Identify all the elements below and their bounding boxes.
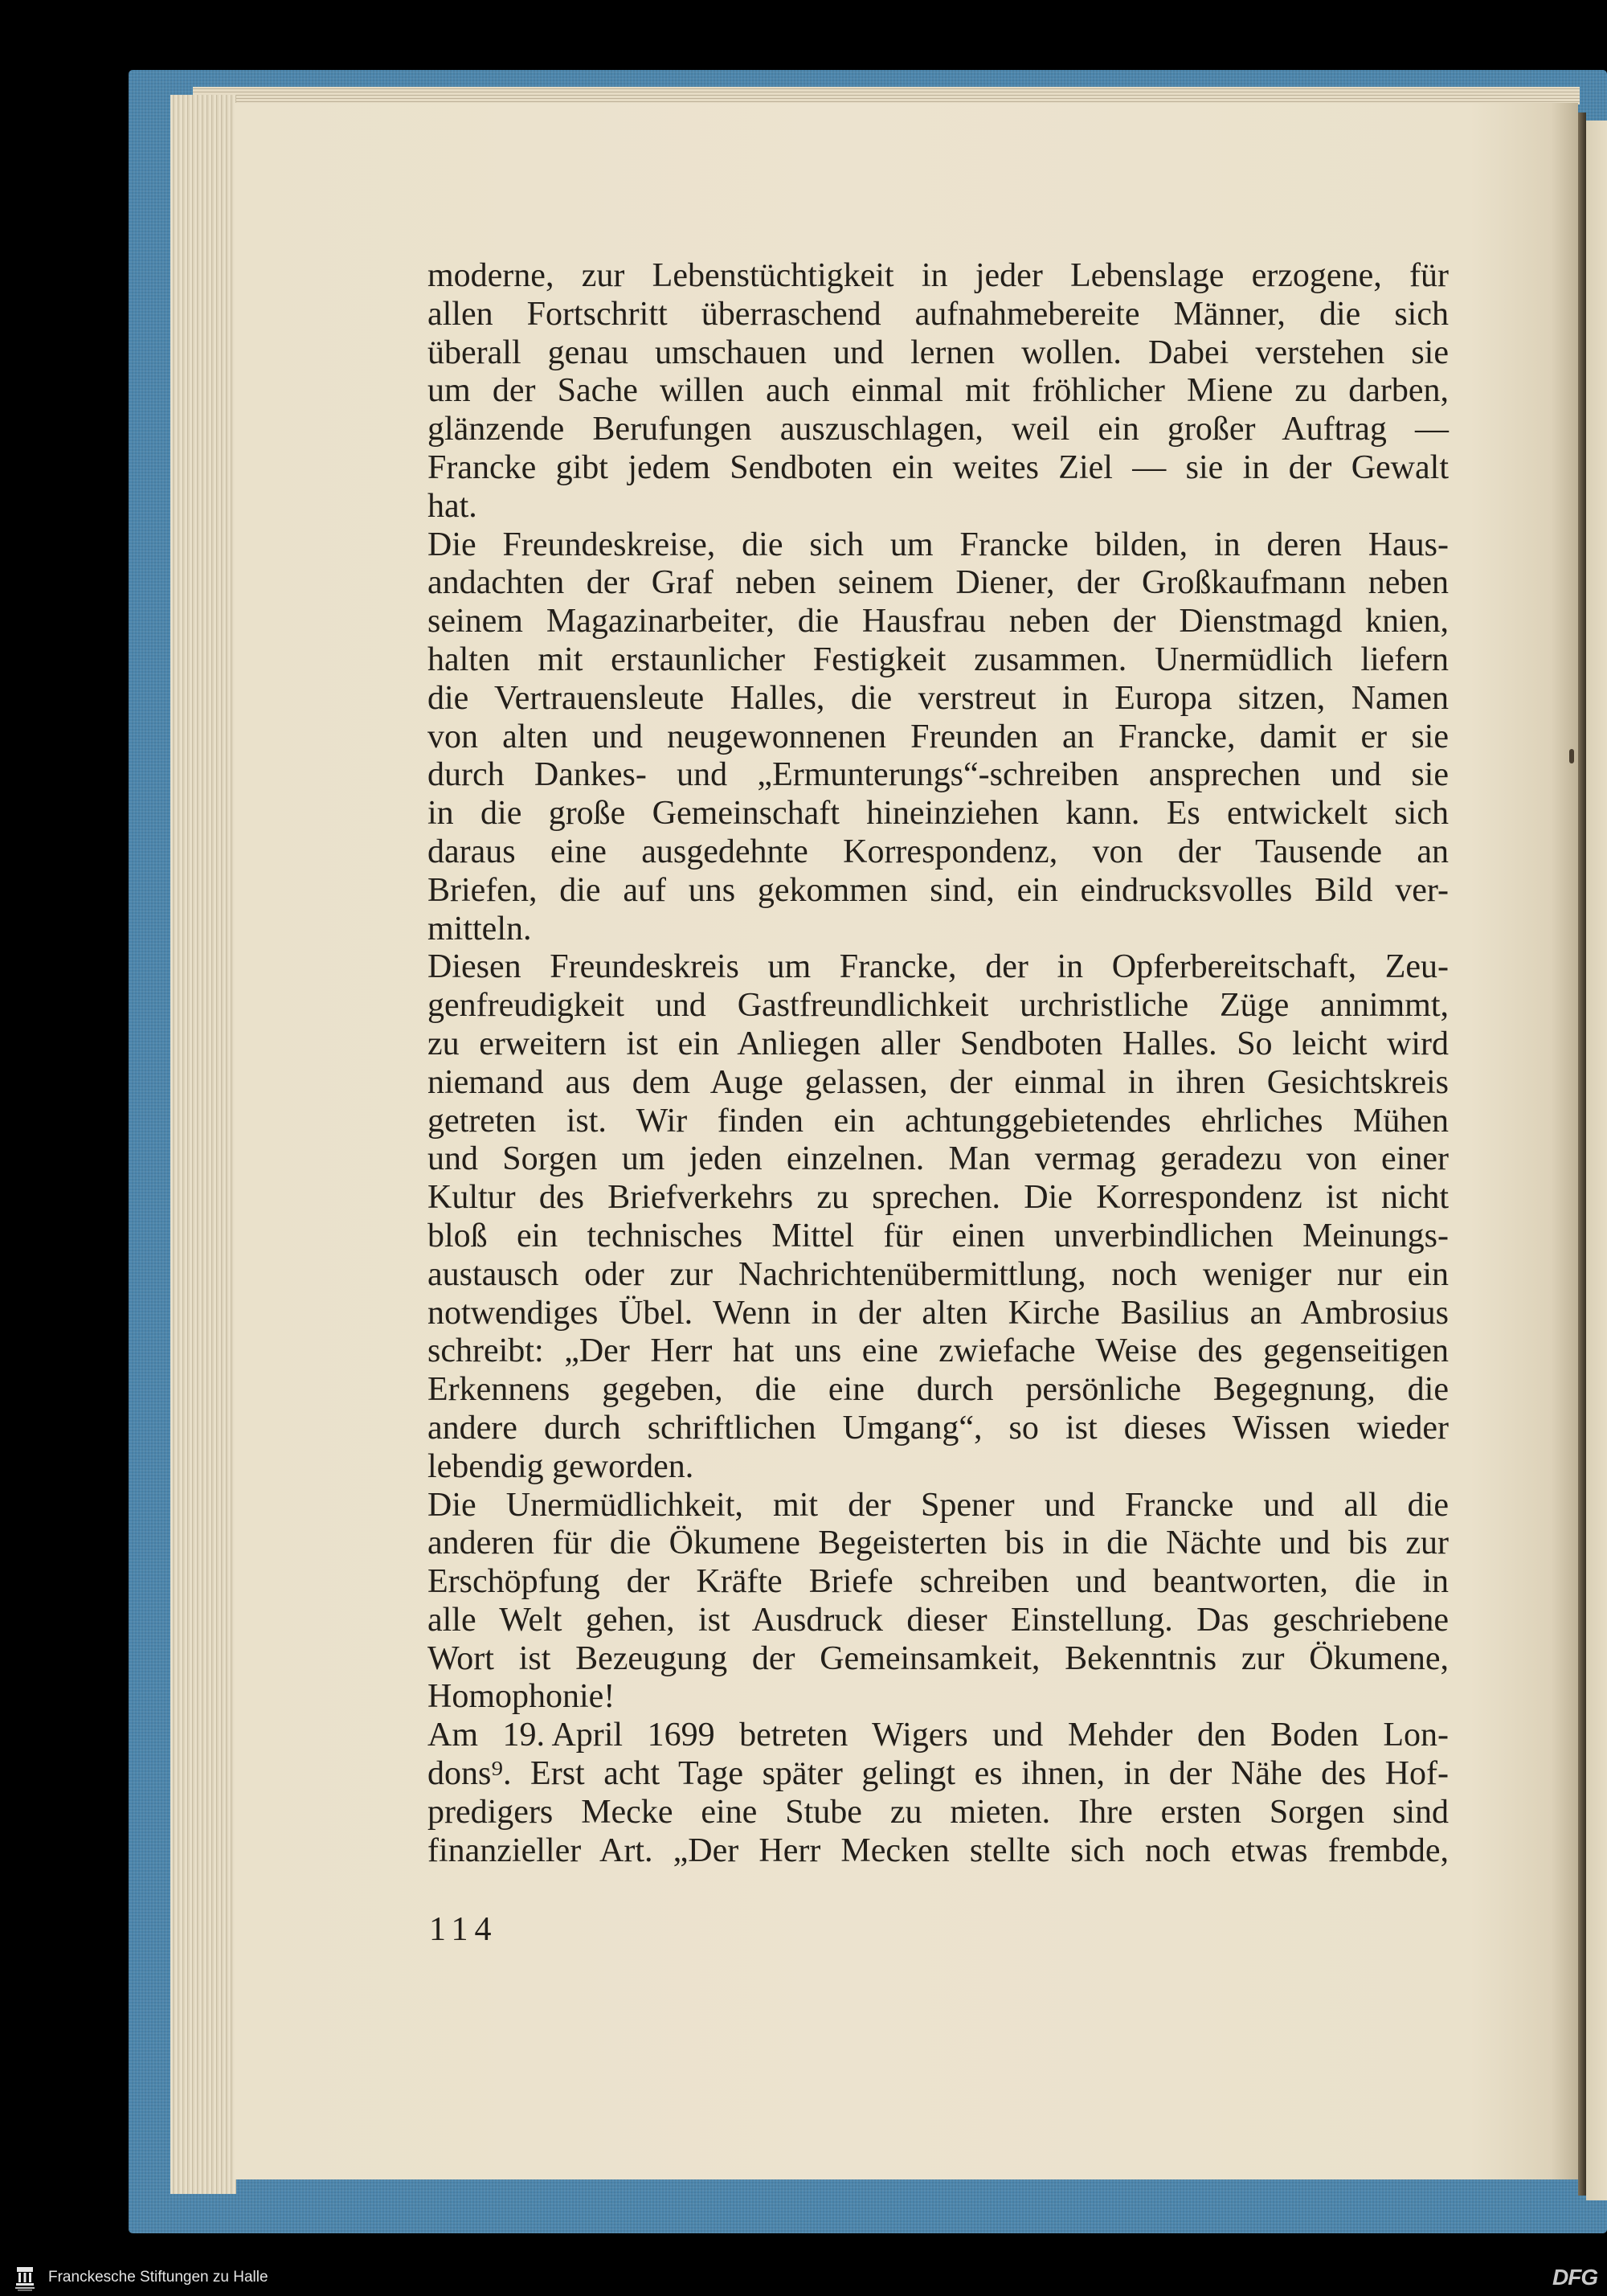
paragraph: [427, 948, 1449, 1486]
text-line: dons⁹. Erst acht Tage später gelingt es ihnen, in der Nähe des Hof-: [427, 1755, 1449, 1793]
paragraph: [427, 526, 1449, 949]
dfg-logo: DFG: [1552, 2265, 1598, 2290]
text-line: die Vertrauensleute Halles, die verstreut in Europa sitzen, Namen: [427, 679, 1449, 717]
text-line: Am 19. April 1699 betreten Wigers und Mehder den Boden Lon-: [427, 1717, 1449, 1754]
page-number: 114: [429, 1911, 498, 1948]
paragraph: [427, 1717, 1449, 1870]
text-line: Erkennens gegeben, die eine durch persönliche Begegnung, die: [427, 1371, 1449, 1409]
paragraph: [427, 257, 1449, 526]
text-line: hat.: [427, 487, 477, 525]
body-text: [427, 257, 1449, 1870]
text-line: durch Dankes- und „Ermunterungs“-schreiben ansprechen und sie: [427, 756, 1449, 794]
text-line: notwendiges Übel. Wenn in der alten Kirche Basilius an Ambrosius: [427, 1294, 1449, 1332]
text-line: niemand aus dem Auge gelassen, der einmal in ihren Gesichtskreis: [427, 1063, 1449, 1101]
text-line: getreten ist. Wir finden ein achtunggebietendes ehrliches Mühen: [427, 1102, 1449, 1140]
text-line: mitteln.: [427, 910, 532, 947]
text-line: Homophonie!: [427, 1678, 615, 1716]
text-line: bloß ein technisches Mittel für einen unverbindlichen Meinungs-: [427, 1217, 1449, 1254]
text-line: Kultur des Briefverkehrs zu sprechen. Die Korrespondenz ist nicht: [427, 1179, 1449, 1217]
page-stack-top-edge: [193, 87, 1580, 104]
text-line: andere durch schriftlichen Umgang“, so ist dieses Wissen wieder: [427, 1409, 1449, 1447]
text-line: und Sorgen um jeden einzelnen. Man vermag geradezu von einer: [427, 1140, 1449, 1178]
text-line: lebendig geworden.: [427, 1447, 694, 1485]
text-line: daraus eine ausgedehnte Korrespondenz, von der Tausende an: [427, 833, 1449, 870]
text-line: schreibt: „Der Herr hat uns eine zwiefache Weise des gegenseitigen: [427, 1332, 1449, 1370]
text-line: alle Welt gehen, ist Ausdruck dieser Einstellung. Das geschriebene: [427, 1601, 1449, 1639]
viewer-footer: [0, 2260, 1607, 2296]
foundation-crest-icon: [10, 2264, 39, 2293]
text-line: Die Freundeskreise, die sich um Francke bilden, in deren Haus-: [427, 526, 1449, 563]
text-line: Briefen, die auf uns gekommen sind, ein eindrucksvolles Bild ver-: [427, 871, 1449, 909]
text-line: Francke gibt jedem Sendboten ein weites Ziel — sie in der Gewalt: [427, 448, 1449, 486]
text-line: anderen für die Ökumene Begeisterten bis in die Nächte und bis zur: [427, 1525, 1449, 1562]
book-gutter: [1578, 113, 1586, 2196]
text-line: in die große Gemeinschaft hineinziehen kann. Es entwickelt sich: [427, 795, 1449, 833]
text-line: Erschöpfung der Kräfte Briefe schreiben und beantworten, die in: [427, 1563, 1449, 1601]
text-line: seinem Magazinarbeiter, die Hausfrau neben der Dienstmagd knien,: [427, 603, 1449, 641]
text-line: um der Sache willen auch einmal mit fröhlicher Miene zu darben,: [427, 372, 1449, 410]
text-line: halten mit erstaunlicher Festigkeit zusammen. Unermüdlich liefern: [427, 641, 1449, 678]
text-line: Die Unermüdlichkeit, mit der Spener und Francke und all die: [427, 1486, 1449, 1524]
text-line: überall genau umschauen und lernen wollen. Dabei verstehen sie: [427, 334, 1449, 371]
text-line: genfreudigkeit und Gastfreundlichkeit urchristliche Züge annimmt,: [427, 987, 1449, 1025]
text-line: finanzieller Art. „Der Herr Mecken stellte sich noch etwas frembde,: [427, 1831, 1449, 1869]
page-stack-fore-edge: [170, 95, 236, 2194]
text-line: moderne, zur Lebenstüchtigkeit in jeder Lebenslage erzogene, für: [427, 257, 1449, 294]
text-line: predigers Mecke eine Stube zu mieten. Ihre ersten Sorgen sind: [427, 1793, 1449, 1831]
paragraph: [427, 1487, 1449, 1717]
institution-name: Franckesche Stiftungen zu Halle: [48, 2269, 268, 2286]
page-mark: [1569, 749, 1574, 763]
text-line: Wort ist Bezeugung der Gemeinsamkeit, Bekenntnis zur Ökumene,: [427, 1639, 1449, 1677]
text-line: andachten der Graf neben seinem Diener, der Großkaufmann neben: [427, 564, 1449, 602]
text-line: glänzende Berufungen auszuschlagen, weil ein großer Auftrag —: [427, 411, 1449, 448]
text-line: von alten und neugewonnenen Freunden an Francke, damit er sie: [427, 718, 1449, 755]
text-line: allen Fortschritt überraschend aufnahmebereite Männer, die sich: [427, 295, 1449, 333]
text-line: zu erweitern ist ein Anliegen aller Sendboten Halles. So leicht wird: [427, 1025, 1449, 1062]
facing-page-edge: [1586, 121, 1607, 2200]
text-line: austausch oder zur Nachrichtenübermittlung, noch weniger nur ein: [427, 1255, 1449, 1293]
text-line: Diesen Freundeskreis um Francke, der in Opferbereitschaft, Zeu-: [427, 948, 1449, 986]
